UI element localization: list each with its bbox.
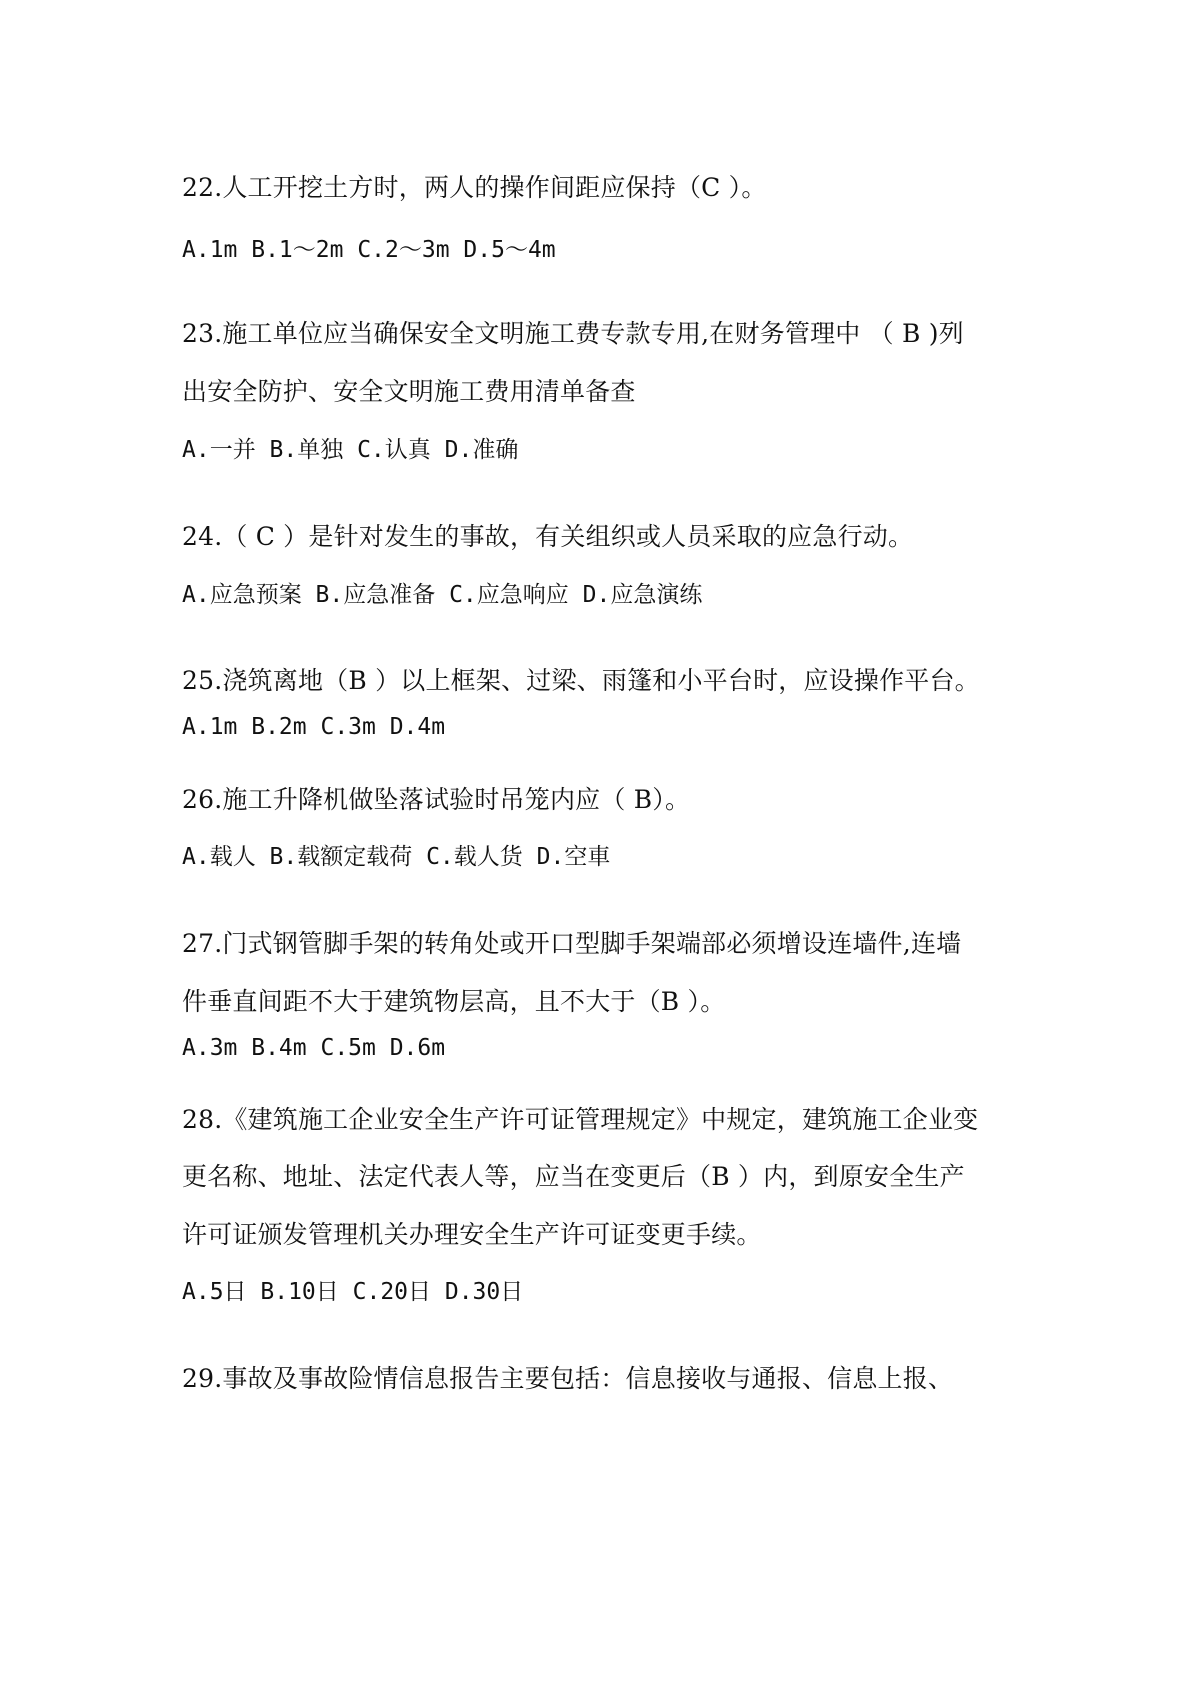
question-24-text: 24.（ C ）是针对发生的事故，有关组织或人员采取的应急行动。: [182, 522, 914, 551]
question-24-options: A.应急预案 B.应急准备 C.应急响应 D.应急演练: [182, 582, 703, 608]
question-27-options: A.3m B.4m C.5m D.6m: [182, 1035, 446, 1061]
question-28-text-line-2: 更名称、地址、法定代表人等，应当在变更后（B ）内，到原安全生产: [182, 1162, 965, 1191]
question-22-text: 22.人工开挖土方时，两人的操作间距应保持（C ）。: [182, 173, 767, 202]
question-25-options: A.1m B.2m C.3m D.4m: [182, 714, 446, 740]
question-25-text: 25.浇筑离地（B ）以上框架、过梁、雨篷和小平台时，应设操作平台。: [182, 666, 980, 695]
question-23-text-line-1: 23.施工单位应当确保安全文明施工费专款专用,在财务管理中 （ B )列: [182, 319, 964, 348]
question-23-text-line-2: 出安全防护、安全文明施工费用清单备查: [182, 377, 636, 406]
question-28-options: A.5日 B.10日 C.20日 D.30日: [182, 1279, 524, 1305]
question-26-options: A.载人 B.载额定载荷 C.载人货 D.空車: [182, 844, 611, 870]
question-26-text: 26.施工升降机做坠落试验时吊笼内应（ B）。: [182, 785, 691, 814]
question-27-text-line-2: 件垂直间距不大于建筑物层高，且不大于（B ）。: [182, 987, 726, 1016]
question-27-text-line-1: 27.门式钢管脚手架的转角处或开口型脚手架端部必须增设连墙件,连墙: [182, 929, 962, 958]
question-22-options: A.1m B.1～2m C.2～3m D.5～4m: [182, 237, 556, 263]
question-28-text-line-3: 许可证颁发管理机关办理安全生产许可证变更手续。: [182, 1220, 762, 1249]
question-28-text-line-1: 28.《建筑施工企业安全生产许可证管理规定》中规定，建筑施工企业变: [182, 1105, 979, 1134]
question-23-options: A.一并 B.单独 C.认真 D.准确: [182, 437, 519, 463]
question-29-text-line-1: 29.事故及事故险情信息报告主要包括：信息接收与通报、信息上报、: [182, 1364, 954, 1393]
